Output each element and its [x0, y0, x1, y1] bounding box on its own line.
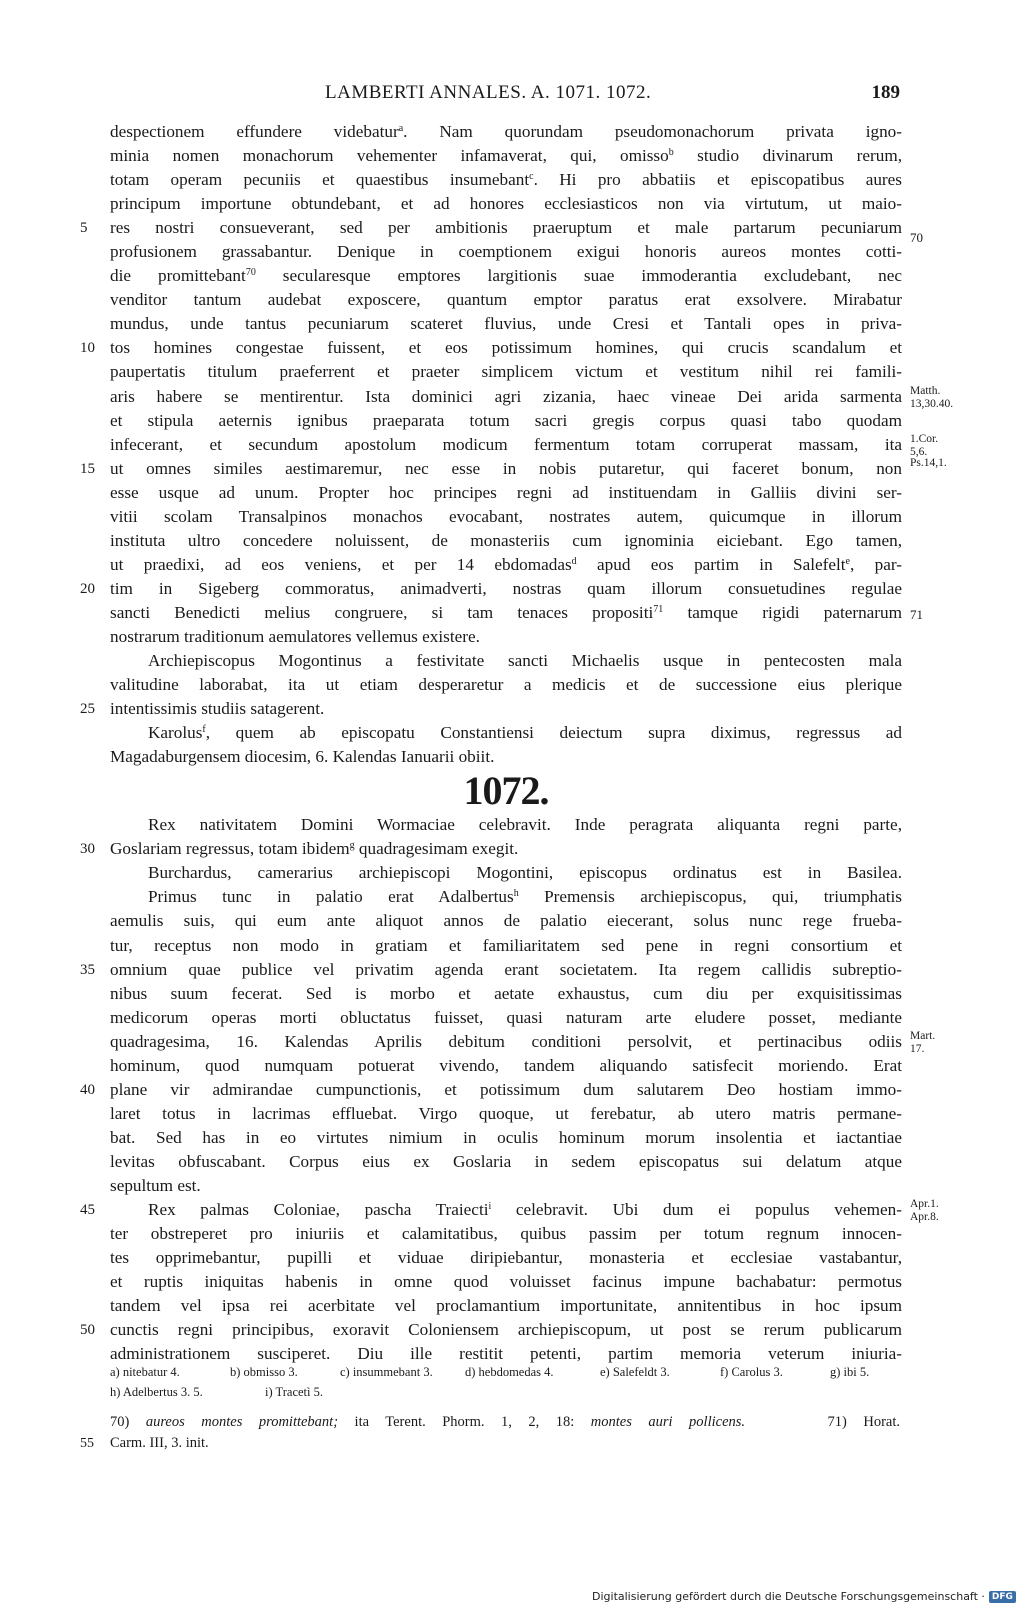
text-line: [110, 885, 902, 909]
line-number: 40: [80, 1081, 95, 1098]
variant-line: [110, 1362, 900, 1382]
line-text: aris habere se mentirentur. Ista dominici agri zizania, haec vineae Dei arida sarmenta: [110, 386, 902, 406]
variant-entry: c) insummebant 3.: [340, 1365, 433, 1379]
line-text: vitii scolam Transalpinos monachos evocabant, nostrates autem, quicumque in illorum: [110, 506, 902, 526]
footnote-line: [110, 1412, 900, 1433]
line-text: ut praedixi, ad eos veniens, et per 14 ebdomadas$^d$ apud eos partim in Salefelt$^e$, par-: [110, 554, 902, 574]
text-line: [110, 649, 902, 673]
line-text: res nostri consueverant, sed per ambitionis praeruptum et male partarum pecuniarum: [110, 218, 902, 238]
text-line: [110, 360, 902, 384]
line-text: sepultum est.: [110, 1175, 201, 1195]
text-line: [80, 1318, 902, 1342]
text-line: [80, 336, 902, 360]
line-text: medicorum operas morti obluctatus fuisset, quasi naturam arte eludere posset, mediante: [110, 1007, 902, 1027]
line-text: nostrarum traditionum aemulatores vellemus existere.: [110, 626, 480, 646]
variant-line: [110, 1382, 900, 1402]
line-text: minia nomen monachorum vehementer infamaverat, qui, omisso$^b$ studio divinarum rerum,: [110, 146, 902, 166]
year-heading: 1072.: [463, 768, 549, 814]
text-line: [110, 1174, 902, 1198]
text-line: [110, 120, 902, 144]
credit-text: Digitalisierung gefördert durch die Deutsche Forschungsgemeinschaft ·: [592, 1590, 985, 1603]
line-text: tim in Sigeberg commoratus, animadverti, nostras quam illorum consuetudines regulae: [110, 578, 902, 598]
line-text: sancti Benedicti melius congruere, si tam tenaces propositi$^{71}$ tamque rigidi paternarum: [110, 602, 902, 622]
line-text: infecerant, et secundum apostolum modicum fermentum totam corruperat massam, ita: [110, 434, 902, 454]
text-line: [80, 697, 902, 721]
text-line: [110, 909, 902, 933]
line-text: Goslariam regressus, totam ibidem$^g$ quadragesimam exegit.: [110, 839, 519, 859]
text-line: [110, 529, 902, 553]
text-line: [110, 601, 923, 625]
variant-readings: [110, 1362, 900, 1402]
text-line: [110, 144, 902, 168]
text-line: [110, 1054, 902, 1078]
line-text: tandem vel ipsa rei acerbitate vel proclamantium importunitate, annitentibus in hoc ipsum: [110, 1296, 902, 1316]
text-line: [80, 577, 902, 601]
text-line: [110, 1126, 902, 1150]
line-text: levitas obfuscabant. Corpus eius ex Goslaria in sedem episcopatus sui delatum atque: [110, 1151, 902, 1171]
line-text: nibus suum fecerat. Sed is morbo et aetate exhaustus, cum diu per exquisitissimas: [110, 983, 902, 1003]
text-line: [110, 625, 902, 649]
footnote-line: [80, 1433, 900, 1454]
text-line: [110, 861, 902, 885]
line-number: 55: [80, 1436, 94, 1451]
text-line: [110, 1222, 902, 1246]
text-line: [110, 721, 902, 745]
text-line: [110, 432, 939, 458]
variant-entry: d) hebdomedas 4.: [465, 1365, 554, 1379]
text-line: [110, 230, 923, 264]
text-line: [110, 1006, 902, 1030]
line-text: Rex palmas Coloniae, pascha Traiecti$^i$ celebravit. Ubi dum ei populus vehemen-: [148, 1200, 902, 1220]
digitization-credit: [592, 1590, 1016, 1603]
text-line: [110, 1102, 902, 1126]
text-line: [110, 934, 902, 958]
line-text: laret totus in lacrimas effluebat. Virgo quoque, ut ferebatur, ab utero matris permane-: [110, 1103, 902, 1123]
text-line: [110, 505, 902, 529]
line-text: instituta ultro concedere noluissent, de monasteriis cum ignominia eiciebant. Ego tamen,: [110, 530, 902, 550]
line-text: Rex nativitatem Domini Wormaciae celebravit. Inde peragrata aliquanta regni parte,: [148, 815, 902, 835]
text-line: [110, 288, 902, 312]
line-text: esse usque ad unum. Propter hoc principes regni ad instituendam in Galliis divini ser-: [110, 482, 902, 502]
text-line: [110, 1294, 902, 1318]
line-text: Burchardus, camerarius archiepiscopi Mogontini, episcopus ordinatus est in Basilea.: [148, 863, 902, 883]
line-number: 10: [80, 340, 95, 357]
footnotes: [80, 1412, 900, 1454]
line-text: plane vir admirandae cumpunctionis, et potissimum dum salutarem Deo hostiam immo-: [110, 1079, 902, 1099]
margin-note: 1.Cor. 5,6.: [910, 432, 939, 458]
line-text: omnium quae publice vel privatim agenda erant societatem. Ita regem callidis subreptio-: [110, 959, 902, 979]
running-title: LAMBERTI ANNALES. A. 1071. 1072.: [325, 82, 652, 103]
line-number: 50: [80, 1322, 95, 1339]
line-text: ut omnes similes aestimaremur, nec esse in nobis putaretur, qui faceret bonum, non: [110, 458, 902, 478]
line-text: Archiepiscopus Mogontinus a festivitate sancti Michaelis usque in pentecosten mala: [148, 651, 902, 671]
line-text: et ruptis iniquitas habenis in omne quod voluisset facinus impune bachabatur: permotus: [110, 1272, 902, 1292]
text-line: [110, 264, 902, 288]
text-line: [110, 1150, 902, 1174]
line-text: profusionem grassabantur. Denique in coemptionem exigui honoris aureos montes cotti-: [110, 242, 902, 262]
line-text: paupertatis titulum praeferrent et praeter simplicem victum et vestitum nihil rei famili-: [110, 362, 902, 382]
text-line: [110, 384, 954, 410]
line-text: Magadaburgensem diocesim, 6. Kalendas Ianuarii obiit.: [110, 747, 495, 767]
line-text: cunctis regni principibus, exoravit Coloniensem archiepiscopum, ut post se rerum publicarum: [110, 1320, 902, 1340]
variant-entry: g) ibi 5.: [830, 1365, 870, 1379]
margin-footnote-ref: 71: [910, 606, 923, 622]
variant-entry: f) Carolus 3.: [720, 1365, 783, 1379]
line-text: hominum, quod numquam potuerat vivendo, tandem aliquando satisfecit moriendo. Erat: [110, 1055, 902, 1075]
margin-note: Ps.14,1.: [910, 456, 947, 469]
footnote-text: 70) aureos montes promittebant; ita Terent. Phorm. 1, 2, 18: montes auri pollicens. 71) Horat.: [110, 1414, 900, 1430]
margin-footnote-ref: 70: [910, 230, 923, 246]
text-line: [110, 409, 902, 433]
footnote-text: Carm. III, 3. init.: [110, 1435, 209, 1451]
text-line: [110, 1029, 936, 1055]
line-text: et stipula aeternis ignibus praeparata totum sacri gregis corpus quasi tabo quodam: [110, 410, 902, 430]
line-text: administrationem susciperet. Diu ille restitit petenti, partim memoria veterum iniuria-: [110, 1344, 902, 1364]
text-line: [80, 216, 902, 240]
text-line: [110, 673, 902, 697]
line-text: tes opprimebantur, pupilli et viduae diripiebantur, monasteria et ecclesiae vastabantur,: [110, 1248, 902, 1268]
line-number: 5: [80, 220, 88, 237]
line-text: intentissimis studiis satagerent.: [110, 699, 325, 719]
line-number: 15: [80, 460, 95, 477]
text-line: [80, 456, 947, 481]
text-line: [80, 1078, 902, 1102]
text-line: [110, 312, 902, 336]
line-number: 20: [80, 580, 95, 597]
line-text: quadragesima, 16. Kalendas Aprilis debitum conditioni persolvit, et pertinacibus odiis: [110, 1031, 902, 1051]
line-text: tos homines congestae fuissent, et eos potissimum homines, qui crucis scandalum et: [110, 338, 902, 358]
variant-entry: e) Salefeldt 3.: [600, 1365, 670, 1379]
text-line: [80, 1198, 939, 1224]
text-line: [110, 1270, 902, 1294]
line-text: Karolus$^f$, quem ab episcopatu Constantiensi deiectum supra diximus, regressus ad: [148, 723, 902, 743]
text-line: [110, 982, 902, 1006]
line-number: 25: [80, 701, 95, 718]
text-line: [110, 481, 902, 505]
margin-note: Mart. 17.: [910, 1029, 936, 1055]
margin-note: Apr.1. Apr.8.: [910, 1198, 939, 1224]
line-number: 30: [80, 841, 95, 858]
line-text: totam operam pecuniis et quaestibus insumebant$^c$. Hi pro abbatiis et episcopatibus aures: [110, 170, 902, 190]
text-line: [110, 553, 902, 577]
line-text: bat. Sed has in eo virtutes nimium in oculis hominum morum insolentia et iactantiae: [110, 1127, 902, 1147]
text-line: [110, 813, 902, 837]
variant-entry: h) Adelbertus 3. 5.: [110, 1385, 203, 1399]
text-line: [110, 192, 902, 216]
main-text: [80, 120, 954, 1366]
text-line: [110, 1246, 902, 1270]
text-line: [110, 745, 902, 769]
line-text: mundus, unde tantus pecuniarum scateret fluvius, unde Cresi et Tantali opes in priva-: [110, 314, 902, 334]
line-text: valitudine laborabat, ita ut etiam desperaretur a medicis et de successione eius plerique: [110, 675, 902, 695]
page-header: [110, 80, 900, 110]
line-text: Primus tunc in palatio erat Adalbertus$^h$ Premensis archiepiscopus, qui, triumphatis: [148, 887, 902, 907]
margin-note: Matth. 13,30.40.: [910, 384, 954, 410]
variant-entry: i) Tracetì 5.: [265, 1385, 323, 1399]
line-text: principum importune obtundebant, et ad honores ecclesiasticos non via virtutum, ut maio-: [110, 194, 902, 214]
dfg-logo: DFG: [989, 1591, 1016, 1603]
text-line: [80, 837, 902, 861]
line-text: aemulis suis, qui eum ante aliquot annos de palatio eiecerant, solus nunc rege frueba-: [110, 911, 902, 931]
line-text: ter obstreperet pro iniuriis et calamitatibus, quibus passim per totum regnum innocen-: [110, 1224, 902, 1244]
line-text: tur, receptus non modo in gratiam et familiaritatem sed pene in regni consortium et: [110, 935, 902, 955]
text-line: [80, 958, 902, 982]
line-number: 35: [80, 961, 95, 978]
variant-entry: b) obmisso 3.: [230, 1365, 298, 1379]
page-number: 189: [871, 82, 900, 103]
variant-entry: a) nitebatur 4.: [110, 1365, 180, 1379]
text-line: [110, 168, 902, 192]
line-number: 45: [80, 1202, 95, 1219]
line-text: die promittebant$^{70}$ secularesque emptores largitionis suae immoderantia excludebant, nec: [110, 266, 902, 286]
line-text: despectionem effundere videbatur$^a$. Nam quorundam pseudomonachorum privata igno-: [110, 122, 902, 141]
line-text: venditor tantum audebat exposcere, quantum emptor paratus erat exsolvere. Mirabatur: [110, 290, 902, 310]
